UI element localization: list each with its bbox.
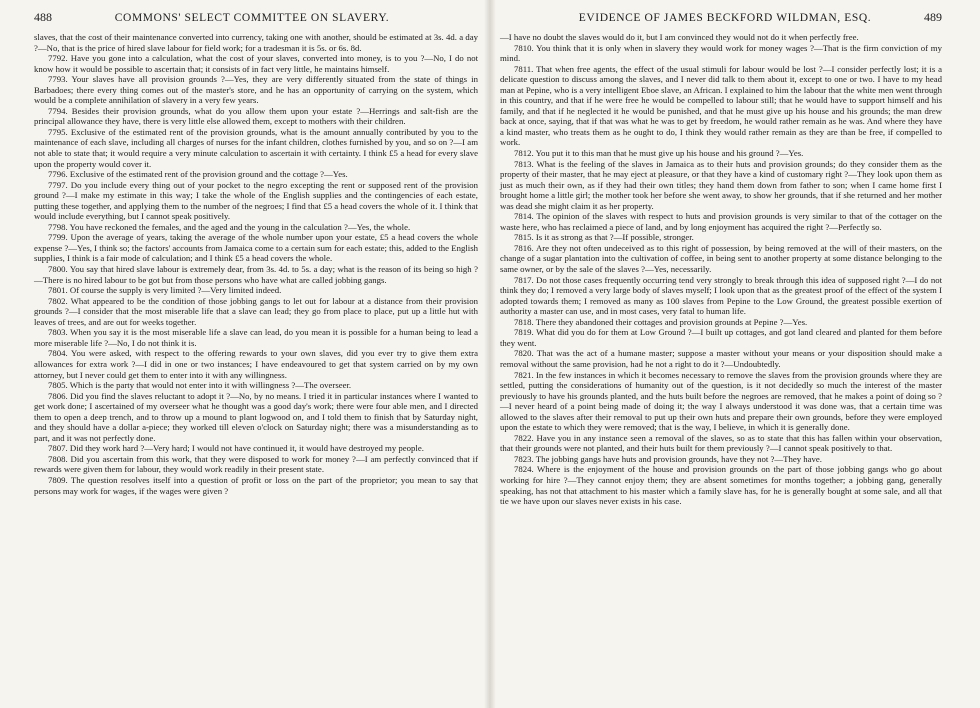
question-number: 7808. xyxy=(48,453,68,464)
paragraph xyxy=(500,148,942,159)
paragraph xyxy=(34,443,478,454)
paragraph-text: Do not those cases frequently occurring tend very strongly to break through this idea of supposed right ?—I do not think they do; I removed a very large body of slaves myself; I look upon that as the greatest proof of the effect of the system I adopted towards them; I removed as many as 100 slaves from Pepine to the Low Ground, the greatest possible exertion of authority a master can use, and in most cases, very fatal to human life. xyxy=(500,274,943,317)
question-number: 7819. xyxy=(514,327,534,338)
paragraph-text: Which is the party that would not enter into it with willingness ?—The overseer. xyxy=(69,380,352,391)
paragraph-text: Exclusive of the estimated rent of the provision grounds, what is the amount annually contributed by you to the maintenance of each slave, including all charges of nurses for the infant children, clothes furnished by you, and so on ?—I am not able to state that; it would require a very minute calculation to ascertain it with certainty. I think £5 a head for every slave upon the property would cover it. xyxy=(34,126,478,169)
paragraph xyxy=(34,264,478,285)
paragraph xyxy=(500,159,942,212)
right-page xyxy=(490,0,980,708)
paragraph xyxy=(34,180,478,222)
question-number: 7792. xyxy=(48,53,68,64)
question-number: 7809. xyxy=(48,474,68,485)
question-number: 7804. xyxy=(48,348,68,359)
paragraph-text: —I have no doubt the slaves would do it, but I am convinced they would not do it when perfectly free. xyxy=(500,32,859,42)
paragraph-text: Where is the enjoyment of the house and provision grounds on the part of those jobbing gangs who go about working for hire ?—They cannot enjoy them; they are absent sometimes for months together; a jobbing gang, generally speaking, has not that attachment to his master which a family slave has, for he is generally bought at some sale, and all that tie we have upon our slaves never exists in his case. xyxy=(500,464,943,507)
paragraph-text: Upon the average of years, taking the average of the whole number upon your estate, £5 a head covers the whole expense ?—Yes, I think so; the factors' accounts from Jamaica come to a certain sum for each estate; this, added to the English supplies, I think is a fair mode of calculation; and I think £5 a head covers the whole. xyxy=(34,232,479,264)
question-number: 7823. xyxy=(514,453,534,464)
question-number: 7816. xyxy=(514,242,534,253)
question-number: 7801. xyxy=(48,285,68,296)
paragraph xyxy=(34,327,478,348)
question-number: 7805. xyxy=(48,380,68,391)
paragraph-text: You say that hired slave labour is extremely dear, from 3s. 4d. to 5s. a day; what is the reason of its being so high ?—There is no hired labour to be got but from those persons who have what are called jobbing gangs. xyxy=(34,264,478,285)
question-number: 7796. xyxy=(48,169,68,180)
paragraph xyxy=(500,211,942,232)
paragraph-text: That when free agents, the effect of the usual stimuli for labour would be lost ?—I consider perfectly lost; it is a delicate question to discuss among the slaves, and I never did talk to them about it, except to one or two. I have to my head man at Pepine, who is a very intelligent Eboe slave, an African. I explained to him the labour that the white men went through in this country, and that if he were free he would be compelled to labour still; that he would have to support himself and his family, and that if he neglected it he would be punished, and that he must give up his house and his grounds; the man drew back at once, saying, that if that was what he was to get by freedom, he would rather remain as he was. And where they have a kind master, who treats them as he ought to do, I think they would rather remain as they are than be free, if compelled to work. xyxy=(500,63,942,148)
paragraph xyxy=(34,391,478,444)
paragraph-text: Besides their provision grounds, what do you allow them upon your estate ?—Herrings and salt-fish are the principal allowance they have, there is very little else allowed them, except to mothers with their children. xyxy=(34,105,479,127)
paragraph-text: Did you ascertain from this work, that they were disposed to work for money ?—I am perfectly convinced that if rewards were given them for labour, they would work readily in their present state. xyxy=(34,453,479,475)
paragraph-text: The opinion of the slaves with respect to huts and provision grounds is very similar to that of the cottager on the waste here, who has reclaimed a piece of land, and by long enjoyment has acquired the right ?—Perfectly so. xyxy=(500,211,942,232)
paragraph xyxy=(34,380,478,391)
paragraph xyxy=(34,348,478,380)
paragraph-text: In the few instances in which it becomes necessary to remove the slaves from the provision grounds where they are settled, putting the considerations of humanity out of the question, is it not decidedly so much the interest of the master previously to have his grounds planted, and the huts built before the negroes are removed, that he makes a point of doing so ?—I never heard of a point being made of doing it; the way I always understood it was done was, that a certain time was allowed to the slaves after their removal to put up their own huts and prepare their own grounds, before they were employed upon the estate to which they were removed; that is the way, I believe, in which it is generally done. xyxy=(500,369,943,433)
paragraph-text: Have you in any instance seen a removal of the slaves, so as to state that this has fallen within your observation, that their grounds were not planted, and their huts built for them previously ?—I cannot speak positively to that. xyxy=(500,432,943,454)
right-page-text xyxy=(500,32,942,507)
right-running-head-title: EVIDENCE OF JAMES BECKFORD WILDMAN, ESQ. xyxy=(578,12,872,24)
paragraph-text: Have you gone into a calculation, what the cost of your slaves, converted into money, is to you ?—No, I do not know how it would be possible to ascertain that; it consists of in fact very little, he maintains himself. xyxy=(34,53,478,74)
paragraph xyxy=(34,169,478,180)
paragraph-text: Your slaves have all provision grounds ?—Yes, they are very differently situated from the state of things in Barbadoes; there every thing comes out of the master's store, and he has an opportunity of carrying on the system, which would be a complete annihilation of slavery in a very few years. xyxy=(34,74,478,106)
question-number: 7812. xyxy=(514,148,534,159)
paragraph xyxy=(500,317,942,328)
paragraph-text: Did they work hard ?—Very hard; I would not have continued it, it would have destroyed my people. xyxy=(69,443,424,454)
question-number: 7820. xyxy=(514,348,534,359)
paragraph xyxy=(34,454,478,475)
left-running-head-title: COMMONS' SELECT COMMITTEE ON SLAVERY. xyxy=(114,12,390,24)
question-number: 7817. xyxy=(514,274,534,285)
paragraph xyxy=(500,32,942,43)
paragraph-text: You have reckoned the females, and the aged and the young in the calculation ?—Yes, the whole. xyxy=(69,221,411,232)
paragraph-text: slaves, that the cost of their maintenance converted into currency, taking one with another, should be estimated at 3s. 4d. a day ?—No, that is the price of hired slave labour for field work; for a tradesman it is 5s. or 6s. 8d. xyxy=(34,32,478,53)
paragraph xyxy=(34,74,478,106)
question-number: 7802. xyxy=(48,295,68,306)
paragraph xyxy=(500,454,942,465)
paragraph xyxy=(34,32,478,53)
left-page-number: 488 xyxy=(34,10,52,24)
paragraph xyxy=(34,232,478,264)
right-page-number: 489 xyxy=(923,10,942,24)
paragraph-text: You think that it is only when in slavery they would work for money wages ?—That is the firm conviction of my mind. xyxy=(500,42,942,64)
paragraph xyxy=(500,370,942,433)
question-number: 7815. xyxy=(514,232,534,243)
question-number: 7822. xyxy=(514,432,534,443)
paragraph xyxy=(34,106,478,127)
paragraph xyxy=(34,222,478,233)
right-running-header xyxy=(500,10,942,28)
question-number: 7793. xyxy=(48,74,68,85)
paragraph xyxy=(34,296,478,328)
paragraph-text: Are they not often undeceived as to this right of possession, by being removed at the will of their masters, on the change of a sugar plantation into the cultivation of coffee, in being sent to another property at some distance belonging to the same owner, or by the sale of the slaves ?—Yes, necessarily. xyxy=(500,242,942,275)
paragraph-text: There they abandoned their cottages and provision grounds at Pepine ?—Yes. xyxy=(535,316,808,327)
question-number: 7806. xyxy=(48,390,68,401)
paragraph xyxy=(500,464,942,506)
paragraph xyxy=(500,64,942,148)
paragraph-text: Exclusive of the estimated rent of the provision ground and the cottage ?—Yes. xyxy=(69,169,348,180)
paragraph xyxy=(500,232,942,243)
question-number: 7807. xyxy=(48,443,68,454)
question-number: 7813. xyxy=(514,158,534,169)
paragraph-text: That was the act of a humane master; suppose a master without your means or your disposition should make a removal without the same provision, had he not a right to do it ?—Undoubtedly. xyxy=(500,348,943,369)
question-number: 7811. xyxy=(514,63,534,74)
paragraph xyxy=(34,53,478,74)
question-number: 7824. xyxy=(514,464,534,475)
paragraph-text: What appeared to be the condition of those jobbing gangs to let out for labour at a distance from their provision grounds ?—I consider that the most miserable life that a slave can lead; they go from place to place, put up a little hut with leaves of trees, and are out for weeks together. xyxy=(34,295,478,327)
paragraph-text: When you say it is the most miserable life a slave can lead, do you mean it is possible for a human being to lead a more miserable life ?—No, I do not think it is. xyxy=(34,327,478,348)
paragraph xyxy=(500,243,942,275)
question-number: 7794. xyxy=(48,105,68,116)
question-number: 7797. xyxy=(48,179,68,190)
question-number: 7803. xyxy=(48,327,68,338)
paragraph xyxy=(34,285,478,296)
paragraph-text: Is it as strong as that ?—If possible, stronger. xyxy=(535,232,694,243)
question-number: 7798. xyxy=(48,221,68,232)
question-number: 7821. xyxy=(514,369,534,380)
paragraph-text: What did you do for them at Low Ground ?—I built up cottages, and got land cleared and planted for them before they went. xyxy=(500,327,942,348)
paragraph-text: You were asked, with respect to the offering rewards to your own slaves, did you ever try to give them extra allowances for extra work ?—I did in one or two instances; I have endeavoured to get that system carried on by my own attorney, but I never could get them to enter into it with any willingness. xyxy=(34,348,478,380)
question-number: 7810. xyxy=(514,42,534,53)
question-number: 7814. xyxy=(514,211,534,222)
left-page-text xyxy=(34,32,478,496)
paragraph xyxy=(500,348,942,369)
paragraph-text: Of course the supply is very limited ?—Very limited indeed. xyxy=(69,285,282,296)
paragraph-text: Do you include every thing out of your pocket to the negro excepting the rent or supposed rent of the provision ground ?—I make my estimate in this way; I take the whole of the English supplies and the contingencies of each estate, putting these together, and applying them to the number of the negroes; I find that £5 a head covers the whole of it. I think that would include everything, but I cannot speak positively. xyxy=(34,179,478,222)
left-running-header xyxy=(34,10,478,28)
paragraph-text: The question resolves itself into a question of profit or loss on the part of the proprietor; you mean to say that persons may work for wages, if the wages were given ? xyxy=(34,474,478,496)
paragraph xyxy=(34,475,478,496)
question-number: 7795. xyxy=(48,126,68,137)
paragraph xyxy=(500,43,942,64)
paragraph xyxy=(34,127,478,169)
paragraph-text: You put it to this man that he must give up his house and his ground ?—Yes. xyxy=(535,148,804,159)
question-number: 7799. xyxy=(48,232,68,243)
paragraph-text: The jobbing gangs have huts and provision grounds, have they not ?—They have. xyxy=(535,453,822,464)
paragraph xyxy=(500,433,942,454)
paragraph-text: What is the feeling of the slaves in Jamaica as to their huts and provision grounds; do they consider them as the property of their master, that he may eject at pleasure, or that they have a kind of customary right ?—They look upon them as just as much their own, as if they had their own titles; they hand them down from father to son; when I came home first I brought home a little girl; the mother took her before she went away, to show her grounds, that if she returned and her mother was dead she might claim it as her property. xyxy=(500,158,943,211)
paragraph-text: Did you find the slaves reluctant to adopt it ?—No, by no means. I tried it in particular instances where I wanted to get work done; I ascertained of my overseer what he thought was a good day's work; there were four able men, and I directed them to open a deep trench, and to throw up a mound to plant logwood on, and I told them to finish that by Saturday night, and they should have a dollar a-piece; they worked till eleven o'clock on Saturday night; there was a misunderstanding as to part, and it was not perfectly done. xyxy=(34,390,478,443)
paragraph xyxy=(500,327,942,348)
paragraph xyxy=(500,275,942,317)
question-number: 7800. xyxy=(48,264,68,275)
question-number: 7818. xyxy=(514,316,534,327)
